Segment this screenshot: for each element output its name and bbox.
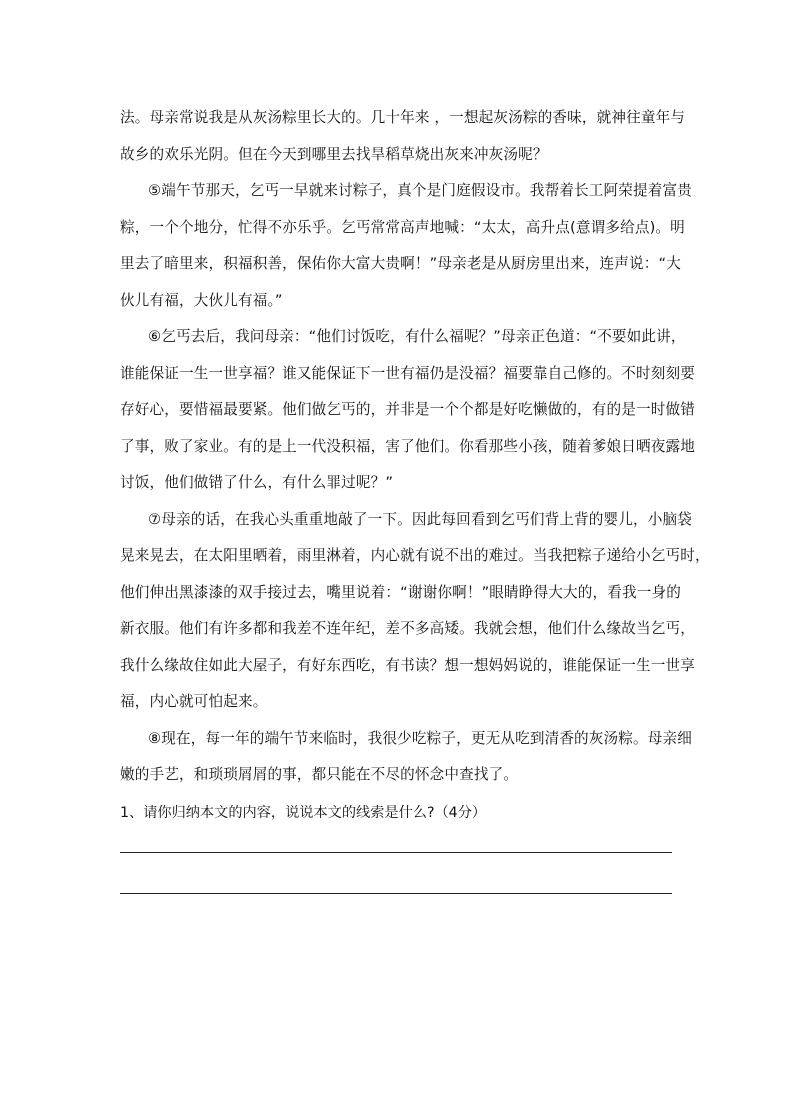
- text-line: 晃来晃去，在太阳里晒着，雨里淋着，内心就有说不出的难过。当我把粽子递给小乞丐时，: [120, 547, 710, 564]
- text-line: 他们伸出黑漆漆的双手接过去，嘴里说着：“谢谢你啊！”眼睛睁得大大的，看我一身的: [120, 583, 681, 601]
- paragraph-7-first-line: ⑦母亲的话，在我心头重重地敲了一下。因此每回看到乞丐们背上背的婴儿，小脑袋: [148, 510, 693, 528]
- text-line: 谁能保证一生一世享福？谁又能保证下一世有福仍是没福？福要靠自己修的。不时刻刻要: [120, 364, 696, 382]
- answer-line-2[interactable]: [120, 893, 672, 894]
- text-line: 粽，一个个地分，忙得不亦乐乎。乞丐常常高声地喊：“太太，高升点(意谓多给点)。明: [120, 218, 685, 236]
- question-1: 1、请你归纳本文的内容，说说本文的线索是什么?（4分）: [120, 804, 487, 821]
- document-page: [120, 100, 710, 894]
- paragraph-5-first-line: ⑤端午节那天，乞丐一早就来讨粽子，真个是门庭假设市。我帮着长工阿荣提着富贵: [148, 182, 693, 199]
- text-line: 里去了暗里来，积福积善，保佑你大富大贵啊！”母亲老是从厨房里出来，连声说：“大: [120, 255, 681, 272]
- text-line: 法。母亲常说我是从灰汤粽里长大的。几十年来 ，一想起灰汤粽的香味，就神往童年与: [120, 109, 686, 126]
- paragraph-6-first-line: ⑥乞丐去后，我问母亲：“他们讨饭吃，有什么福呢？”母亲正色道：“不要如此讲，: [148, 328, 686, 345]
- text-line: 了事，败了家业。有的是上一代没积福，害了他们。你看那些小孩，随着爹娘日晒夜露地: [120, 437, 696, 455]
- answer-line-1[interactable]: [120, 852, 672, 853]
- paragraph-8-first-line: ⑧现在，每一年的端午节来临时，我很少吃粽子，更无从吃到清香的灰汤粽。母亲细: [148, 729, 693, 747]
- text-line: 嫩的手艺，和琐琐屑屑的事，都只能在不尽的怀念中查找了。: [120, 766, 519, 783]
- text-line: 新衣服。他们有许多都和我差不连年纪，差不多高矮。我就会想，他们什么缘故当乞丐，: [120, 620, 696, 637]
- text-line: 讨饭，他们做错了什么，有什么罪过呢？”: [120, 474, 394, 491]
- text-line: 福，内心就可怕起来。: [120, 693, 268, 710]
- text-line: 我什么缘故住如此大屋子，有好东西吃，有书读？想一想妈妈说的，谁能保证一生一世享: [120, 656, 696, 674]
- text-line: 故乡的欢乐光阴。但在今天到哪里去找旱稻草烧出灰来冲灰汤呢？: [120, 145, 548, 163]
- text-line: 存好心，要惜福最要紧。他们做乞丐的，并非是一个个都是好吃懒做的，有的是一时做错: [120, 401, 696, 418]
- text-line: 伙儿有福，大伙儿有福。”: [120, 291, 283, 309]
